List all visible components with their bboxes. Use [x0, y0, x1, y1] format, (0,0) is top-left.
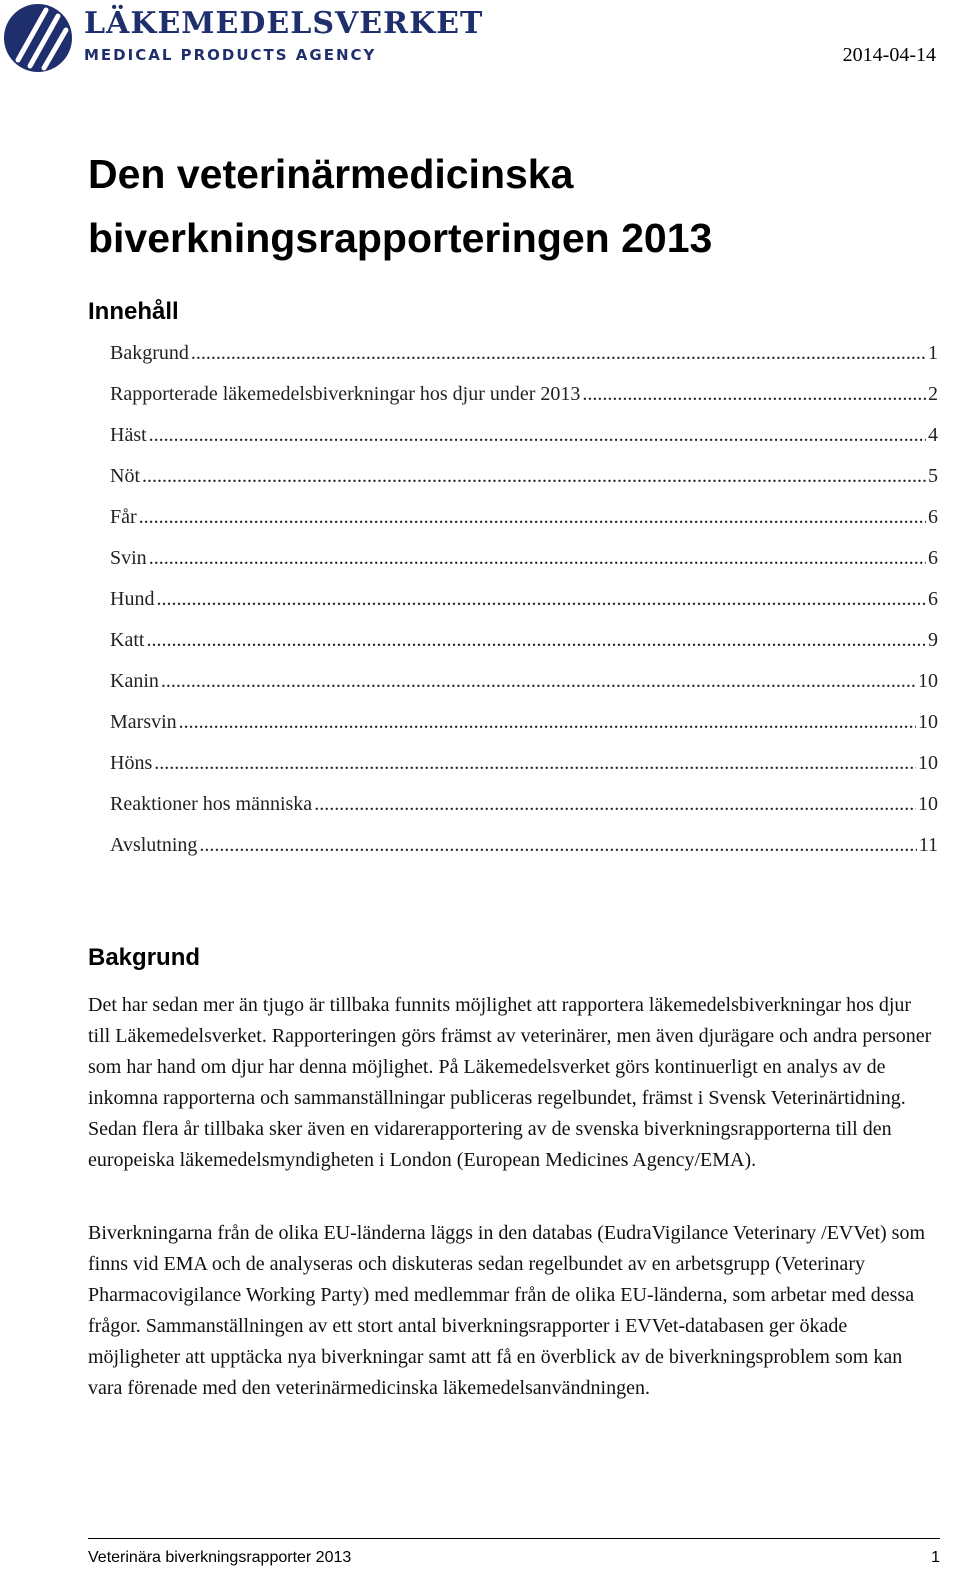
toc-leader [191, 342, 926, 365]
logo-subtitle: MEDICAL PRODUCTS AGENCY [84, 46, 377, 64]
toc-item-page: 2 [928, 383, 938, 405]
toc-item-label: Marsvin [110, 711, 177, 733]
toc-item-hast[interactable] [110, 424, 938, 465]
footer-title: Veterinära biverkningsrapporter 2013 [88, 1549, 352, 1566]
toc-item-not[interactable] [110, 465, 938, 506]
toc-item-label: Bakgrund [110, 342, 189, 364]
toc-item-bakgrund[interactable] [110, 342, 938, 383]
toc-item-page: 10 [918, 711, 938, 733]
toc-leader [146, 629, 926, 652]
toc-item-svin[interactable] [110, 547, 938, 588]
toc-leader [179, 711, 916, 734]
toc-item-page: 4 [928, 424, 938, 446]
toc-item-label: Hund [110, 588, 155, 610]
toc-item-page: 11 [918, 834, 938, 856]
toc-item-page: 6 [928, 588, 938, 610]
toc-leader [142, 465, 926, 488]
toc-item-page: 6 [928, 547, 938, 569]
toc-item-label: Kanin [110, 670, 159, 692]
table-of-contents [110, 342, 938, 875]
toc-item-label: Häst [110, 424, 147, 446]
toc-leader [149, 547, 926, 570]
agency-logo [2, 2, 484, 74]
body-paragraph: Det har sedan mer än tjugo är tillbaka funnits möjlighet att rapportera läkemedelsbiverkningar hos djur till Läkemedelsverket. Rapporteringen görs främst av veterinärer, men även djurägare och andra personer som har hand om djur har denna möjlighet. På Läkemedelsverket görs kontinuerligt en analys av de inkomna rapporterna och sammanställningar publiceras regelbundet, främst i Svensk Veterinärtidning. Sedan flera år tillbaka sker även en vidarerapportering av de svenska biverkningsrapporterna till den europeiska läkemedelsmyndigheten i London (European Medicines Agency/EMA). [88, 994, 932, 1171]
logo-emblem-icon [2, 2, 78, 74]
toc-item-page: 9 [928, 629, 938, 651]
footer-divider [88, 1538, 940, 1539]
toc-item-label: Avslutning [110, 834, 198, 856]
toc-heading: Innehåll [88, 298, 179, 325]
logo-name: LÄKEMEDELSVERKET [84, 6, 484, 41]
toc-leader [139, 506, 926, 529]
toc-item-page: 6 [928, 506, 938, 528]
toc-leader [156, 588, 926, 611]
toc-item-avslutning[interactable] [110, 834, 938, 875]
toc-leader [149, 424, 926, 447]
toc-item-label: Reaktioner hos människa [110, 793, 313, 815]
toc-item-label: Svin [110, 547, 147, 569]
toc-item-page: 5 [928, 465, 938, 487]
toc-item-label: Katt [110, 629, 145, 651]
toc-leader [154, 752, 916, 775]
toc-item-rapporterade[interactable] [110, 383, 938, 424]
toc-item-kanin[interactable] [110, 670, 938, 711]
toc-item-page: 1 [928, 342, 938, 364]
toc-item-label: Höns [110, 752, 153, 774]
toc-item-page: 10 [918, 670, 938, 692]
toc-item-label: Rapporterade läkemedelsbiverkningar hos djur under 2013 [110, 383, 581, 405]
toc-item-page: 10 [918, 752, 938, 774]
toc-leader [199, 834, 916, 857]
toc-leader [161, 670, 916, 693]
toc-leader [582, 383, 926, 406]
toc-item-marsvin[interactable] [110, 711, 938, 752]
document-date: 2014-04-14 [842, 44, 936, 66]
toc-item-hund[interactable] [110, 588, 938, 629]
toc-item-katt[interactable] [110, 629, 938, 670]
toc-item-hons[interactable] [110, 752, 938, 793]
toc-item-reaktioner[interactable] [110, 793, 938, 834]
document-title: Den veterinärmedicinska biverkningsrapporteringen 2013 [88, 151, 713, 261]
toc-item-far[interactable] [110, 506, 938, 547]
toc-item-page: 10 [918, 793, 938, 815]
section-heading-bakgrund: Bakgrund [88, 944, 201, 971]
footer-page-number: 1 [931, 1549, 940, 1566]
toc-item-label: Får [110, 506, 137, 528]
body-paragraph: Biverkningarna från de olika EU-länderna läggs in den databas (EudraVigilance Veterinary /EVVet) som finns vid EMA och de analyseras och diskuteras sedan regelbundet av en arbetsgrupp (Veterinary Pharmacovigilance Working Party) med medlemmar från de olika EU-länderna, som arbetar med dessa frågor. Sammanställningen av ett stort antal biverkningsrapporter i EVVet-databasen ger ökade möjligheter att upptäcka nya biverkningar samt att få en överblick av de biverkningsproblem som kan vara förenade med den veterinärmedicinska läkemedelsanvändningen. [88, 1222, 926, 1399]
toc-leader [314, 793, 916, 816]
toc-item-label: Nöt [110, 465, 140, 487]
